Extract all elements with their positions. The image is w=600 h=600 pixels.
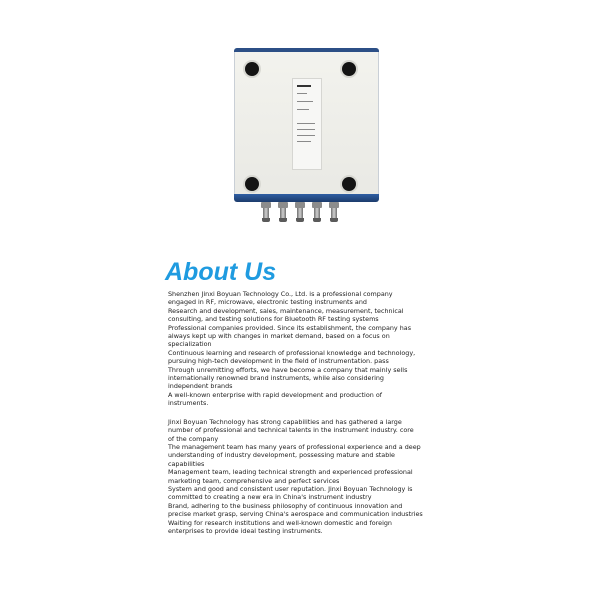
sma-connector-icon xyxy=(295,202,305,222)
text-line: understanding of industry development, possessing mature and stable xyxy=(168,451,395,460)
product-image xyxy=(234,48,379,248)
device-top-edge xyxy=(234,48,379,52)
text-line: pursuing high-tech development in the field of instrumentation. pass xyxy=(168,357,389,366)
text-line: Shenzhen Jinxi Boyuan Technology Co., Ltd. is a professional company xyxy=(168,290,393,298)
text-line: Management team, leading technical strength and experienced professional xyxy=(168,468,413,477)
text-line: Jinxi Boyuan Technology has strong capabilities and has gathered a large xyxy=(168,417,402,426)
text-line: consulting, and testing solutions for Bluetooth RF testing systems xyxy=(168,315,379,324)
about-us-text xyxy=(168,290,448,535)
label-line xyxy=(297,85,311,87)
text-line: Waiting for research institutions and well-known domestic and foreign xyxy=(168,518,392,527)
text-line: System and good and consistent user reputation. Jinxi Boyuan Technology is xyxy=(168,484,413,493)
device-label-sticker xyxy=(292,78,322,170)
text-line: marketing team, comprehensive and perfect services xyxy=(168,476,340,485)
label-line xyxy=(297,101,313,102)
sma-connector-icon xyxy=(329,202,339,222)
sma-connector-icon xyxy=(261,202,271,222)
text-line: specialization xyxy=(168,340,212,349)
sma-connector-icon xyxy=(312,202,322,222)
label-line xyxy=(297,135,315,136)
text-line: Continuous learning and research of professional knowledge and technology, xyxy=(168,348,416,357)
label-line xyxy=(297,93,307,94)
about-paragraph-1 xyxy=(168,290,448,408)
text-line: committed to creating a new era in China's instrument industry xyxy=(168,493,372,502)
text-line: enterprises to provide ideal testing instruments. xyxy=(168,526,323,535)
sma-connector-icon xyxy=(278,202,288,222)
text-line: A well-known enterprise with rapid development and production of xyxy=(168,390,382,399)
label-line xyxy=(297,129,315,130)
text-line: precise market grasp, serving China's aerospace and communication industries xyxy=(168,510,423,519)
rubber-foot-icon xyxy=(342,62,356,76)
text-line: Research and development, sales, maintenance, measurement, technical xyxy=(168,306,404,315)
about-paragraph-2 xyxy=(168,418,448,536)
text-line: Professional companies provided. Since its establishment, the company has xyxy=(168,323,412,332)
text-line: always kept up with changes in market demand, based on a focus on xyxy=(168,332,390,341)
text-line: instruments. xyxy=(168,399,209,408)
label-line xyxy=(297,109,309,110)
text-line: Brand, adhering to the business philosophy of continuous innovation and xyxy=(168,501,403,510)
label-line xyxy=(297,141,311,142)
rubber-foot-icon xyxy=(245,177,259,191)
device-enclosure xyxy=(234,48,379,200)
text-line: of the company xyxy=(168,434,219,443)
label-line xyxy=(297,123,315,124)
text-line: number of professional and technical talents in the instrument industry. core xyxy=(168,426,414,435)
text-line: internationally renowned brand instruments, while also considering xyxy=(168,374,384,383)
text-line: independent brands xyxy=(168,382,233,391)
rubber-foot-icon xyxy=(245,62,259,76)
about-us-heading: About Us xyxy=(165,258,277,286)
text-line: The management team has many years of professional experience and a deep xyxy=(168,442,421,451)
text-line: engaged in RF, microwave, electronic testing instruments and xyxy=(168,298,367,307)
text-line: Through unremitting efforts, we have become a company that mainly sells xyxy=(168,365,408,374)
text-line: capabilities xyxy=(168,459,205,468)
device-bottom-edge xyxy=(234,194,379,202)
rubber-foot-icon xyxy=(342,177,356,191)
